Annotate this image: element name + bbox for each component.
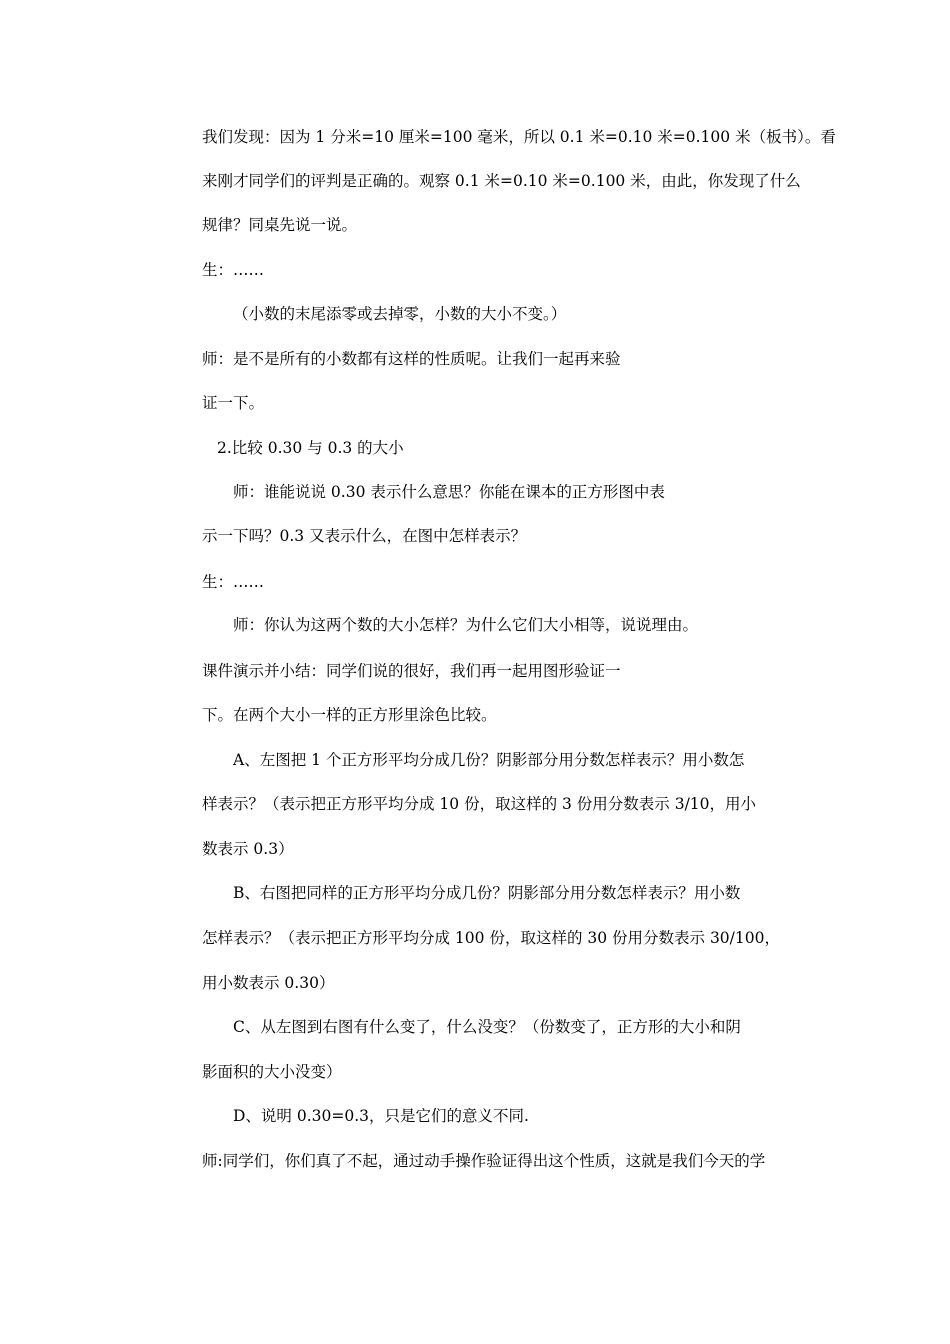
item-d-line: D、说明 0.30=0.3，只是它们的意义不同.: [233, 1107, 529, 1125]
teacher-question-line-5: 师：你认为这两个数的大小怎样？为什么它们大小相等，说说理由。: [233, 616, 699, 634]
item-b-line-3: 用小数表示 0.30）: [202, 974, 335, 992]
conclusion-line: （小数的末尾添零或去掉零，小数的大小不变。）: [233, 305, 567, 323]
item-b-line-2: 怎样表示？（表示把正方形平均分成 100 份，取这样的 30 份用分数表示 30/100，: [202, 929, 780, 947]
item-c-line-1: C、从左图到右图有什么变了，什么没变？（份数变了，正方形的大小和阴: [233, 1018, 741, 1036]
item-a-line-2: 样表示？（表示把正方形平均分成 10 份，取这样的 3 份用分数表示 3/10，用小: [202, 795, 757, 813]
student-reply-line-1: 生：……: [202, 261, 265, 279]
teacher-question-line-2: 证一下。: [202, 394, 265, 412]
teacher-question-line-1: 师：是不是所有的小数都有这样的性质呢。让我们一起再来验: [202, 350, 621, 368]
paragraph-line-2: 来刚才同学们的评判是正确的。观察 0.1 米=0.10 米=0.100 米，由此，你发现了什么: [202, 172, 801, 190]
item-a-line-1: A、左图把 1 个正方形平均分成几份？阴影部分用分数怎样表示？用小数怎: [233, 751, 745, 769]
closing-line: 师:同学们，你们真了不起，通过动手操作验证得出这个性质，这就是我们今天的学: [202, 1152, 766, 1170]
paragraph-line-3: 规律？同桌先说一说。: [202, 216, 358, 234]
summary-line-1: 课件演示并小结：同学们说的很好，我们再一起用图形验证一: [202, 662, 621, 680]
paragraph-line-1: 我们发现：因为 1 分米=10 厘米=100 毫米，所以 0.1 米=0.10 米=0.100 米（板书）。看: [202, 128, 836, 146]
item-c-line-2: 影面积的大小没变）: [202, 1063, 342, 1081]
item-b-line-1: B、右图把同样的正方形平均分成几份？阴影部分用分数怎样表示？用小数: [233, 884, 741, 902]
student-reply-line-2: 生：……: [202, 573, 265, 591]
item-a-line-3: 数表示 0.3）: [202, 840, 294, 858]
summary-line-2: 下。在两个大小一样的正方形里涂色比较。: [202, 706, 497, 724]
teacher-question-line-4: 示一下吗？0.3 又表示什么，在图中怎样表示？: [202, 527, 527, 545]
section-heading-compare: 2.比较 0.30 与 0.3 的大小: [217, 439, 404, 457]
teacher-question-line-3: 师：谁能说说 0.30 表示什么意思？你能在课本的正方形图中表: [233, 483, 665, 501]
